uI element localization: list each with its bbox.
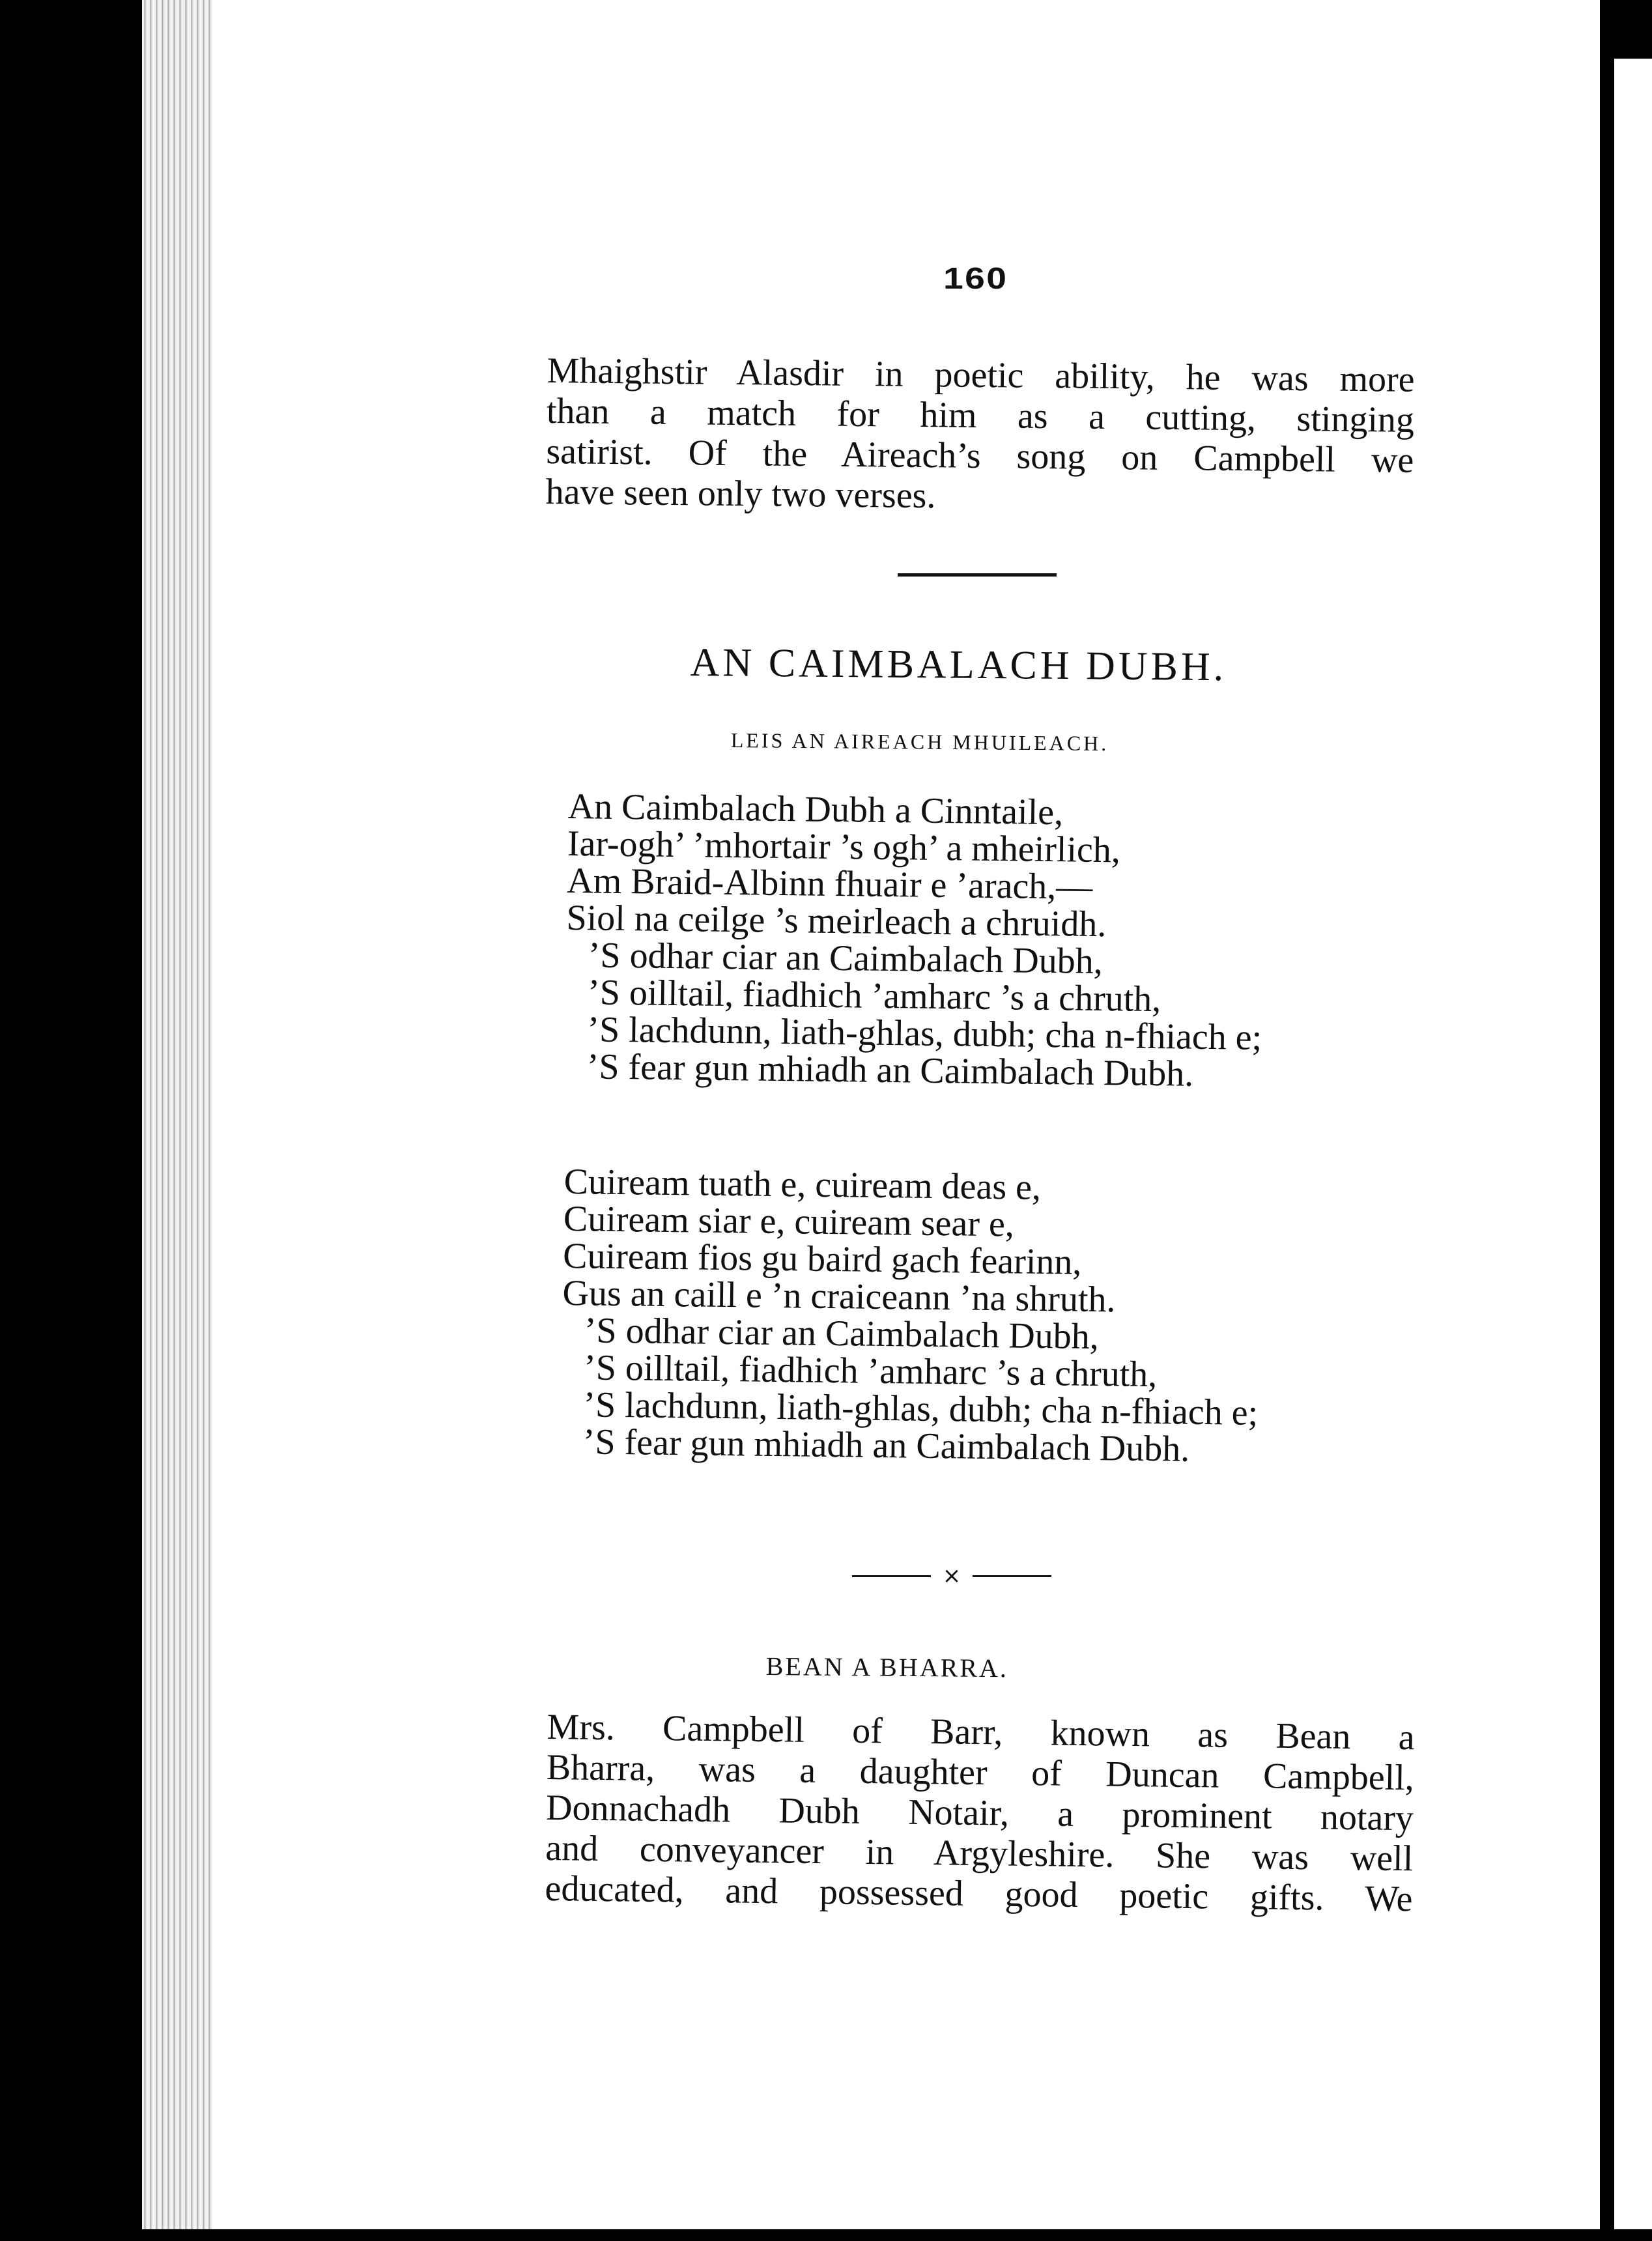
facing-page-edge [1614,59,1652,2241]
text-line: Mrs. Campbell of Barr, known as Bean a [547,1707,1415,1758]
text-line: educated, and possessed good poetic gifts. We [545,1868,1413,1920]
chorus-line: ’S oilltail, fiadhich ’amharc ’s a chruth, [583,1347,1158,1395]
text-line: and conveyancer in Argyleshire. She was well [545,1827,1414,1879]
song-title: AN CAIMBALACH DUBH. [690,640,1227,690]
chorus-line: ’S odhar ciar an Caimbalach Dubh, [588,935,1104,982]
divider-dash [973,1575,1051,1577]
bean-a-bharra-paragraph [545,1707,1415,1919]
chorus-line: ’S fear gun mhiadh an Caimbalach Dubh. [586,1046,1194,1094]
section-title: BEAN A BHARRA. [765,1651,1009,1683]
chorus-line: ’S odhar ciar an Caimbalach Dubh, [584,1310,1100,1358]
verse-2 [560,1163,1260,1469]
page-number: 160 [943,261,1008,295]
verse-line: Cuiream siar e, cuiream sear e, [563,1198,1015,1245]
divider-dash [852,1575,931,1577]
intro-paragraph [545,350,1415,521]
verse-line: Siol na ceilge ’s meirleach a chruidh. [566,897,1107,945]
scan-border [0,2229,1652,2241]
section-rule [898,573,1057,577]
verse-1 [564,788,1264,1094]
text-line: Bharra, was a daughter of Duncan Campbell, [546,1747,1415,1799]
chorus-line: ’S lachdunn, liath-ghlas, dubh; cha n-fhiach e; [583,1384,1259,1434]
text-line: Donnachadh Dubh Notair, a prominent notary [545,1787,1414,1839]
verse-line: Am Braid-Albinn fhuair e ’arach,— [566,860,1093,907]
verse-line: Cuiream fios gu baird gach fearinn, [562,1235,1082,1283]
book-page-edges [142,0,214,2241]
text-line: have seen only two verses. [545,471,936,517]
verse-line: Cuiream tuath e, cuiream deas e, [563,1162,1042,1208]
chorus-line: ’S oilltail, fiadhich ’amharc ’s a chruth, [587,972,1161,1020]
verse-line: Gus an caill e ’n craiceann ’na shruth. [562,1272,1116,1320]
verse-line: An Caimbalach Dubh a Cinntaile, [567,786,1064,833]
verse-line: Iar-ogh’ ’mhortair ’s ogh’ a mheirlich, [567,823,1121,871]
section-divider [852,1561,1051,1591]
chorus-line: ’S fear gun mhiadh an Caimbalach Dubh. [582,1421,1190,1470]
divider-cross-icon: × [942,1563,961,1589]
text-line: Mhaighstir Alasdir in poetic ability, he was more [547,350,1415,400]
chorus-line: ’S lachdunn, liath-ghlas, dubh; cha n-fhiach e; [587,1009,1262,1059]
song-attribution: LEIS AN AIREACH MHUILEACH. [730,728,1109,756]
text-line: satirist. Of the Aireach’s song on Campbell we [546,431,1414,481]
text-line: than a match for him as a cutting, stinging [546,390,1415,440]
